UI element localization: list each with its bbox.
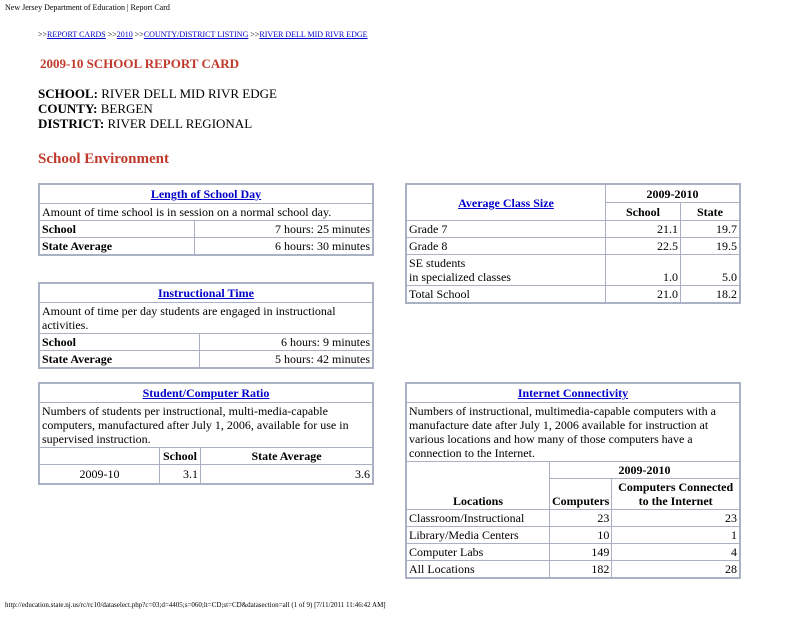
county-name: BERGEN [100,101,153,116]
instructional-time-table [38,282,374,369]
table-row: Grade 8 22.5 19.5 [406,238,740,255]
student-computer-ratio-desc: Numbers of students per instructional, multi-media-capable computers, manufactured after July 1, 2006, available for use in supervised instruction. [39,403,373,448]
breadcrumb-report-cards[interactable]: REPORT CARDS [47,30,106,39]
length-of-day-table [38,183,374,256]
breadcrumb: >>REPORT CARDS >>2010 >>COUNTY/DISTRICT LISTING >>RIVER DELL MID RIVR EDGE [38,30,368,39]
instructional-time-link[interactable]: Instructional Time [158,286,254,300]
length-of-day-desc: Amount of time school is in session on a normal school day. [39,204,373,221]
table-row: School 7 hours: 25 minutes [39,221,373,238]
report-title: 2009-10 SCHOOL REPORT CARD [40,56,240,71]
internet-connectivity-table: Internet Connectivity Numbers of instructional, multimedia-capable computers with a manufacture date after July 1, 2006 available for instruction at various locations and how many of those computers have a connection to the Internet. Locations 2009-2010 Computers Computers Connected to the Internet Classroom/Instructional 23 23 Library/Media Centers 10 1 Computer Labs 149 4 All Locations 182 28 [405,382,741,579]
table-row: Classroom/Instructional 23 23 [406,510,740,527]
student-computer-ratio-table: Student/Computer Ratio Numbers of students per instructional, multi-media-capable computers, manufactured after July 1, 2006, available for use in supervised instruction. School State Average 2009-10 3.1 3.6 [38,382,374,485]
browser-title: New Jersey Department of Education | Report Card [5,3,170,12]
table-row: Grade 7 21.1 19.7 [406,221,740,238]
breadcrumb-county-district-listing[interactable]: COUNTY/DISTRICT LISTING [143,30,249,39]
table-row: Computer Labs 149 4 [406,544,740,561]
table-row: Library/Media Centers 10 1 [406,527,740,544]
table-row: All Locations 182 28 [406,561,740,579]
district-name: RIVER DELL REGIONAL [107,116,253,131]
school-info: SCHOOL: RIVER DELL MID RIVR EDGE COUNTY: BERGEN DISTRICT: RIVER DELL REGIONAL [38,86,277,131]
table-row: State Average 6 hours: 30 minutes [39,238,373,256]
section-title: School Environment [38,151,169,167]
table-row: School 6 hours: 9 minutes [39,334,373,351]
breadcrumb-school[interactable]: RIVER DELL MID RIVR EDGE [259,30,368,39]
class-size-link[interactable]: Average Class Size [458,195,554,210]
table-row: State Average 5 hours: 42 minutes [39,351,373,369]
school-name: RIVER DELL MID RIVR EDGE [101,86,277,101]
table-row: 2009-10 3.1 3.6 [39,465,373,485]
footer-url: http://education.state.nj.us/rc/rc10/dataselect.php?c=03;d=4405;s=060;lt=CD;st=CD&datasection=all (1 of 9) [7/11/2011 11:46:42 AM] [5,601,386,609]
table-row: Total School 21.0 18.2 [406,286,740,304]
internet-connectivity-desc: Numbers of instructional, multimedia-capable computers with a manufacture date after July 1, 2006 available for instruction at various locations and how many of those computers have a connection to the Internet. [406,403,740,462]
table-row: SE students in specialized classes 1.0 5.0 [406,255,740,286]
instructional-time-desc: Amount of time per day students are engaged in instructional activities. [39,303,373,334]
breadcrumb-2010[interactable]: 2010 [116,30,133,39]
length-of-day-link[interactable]: Length of School Day [150,187,262,201]
internet-connectivity-link[interactable]: Internet Connectivity [517,386,629,400]
student-computer-ratio-link[interactable]: Student/Computer Ratio [142,386,270,400]
class-size-table: Average Class Size 2009-2010 School State Grade 7 21.1 19.7 Grade 8 22.5 19.5 SE students in specialized classes 1.0 5.0 Total School 21.0 18.2 [405,183,741,304]
